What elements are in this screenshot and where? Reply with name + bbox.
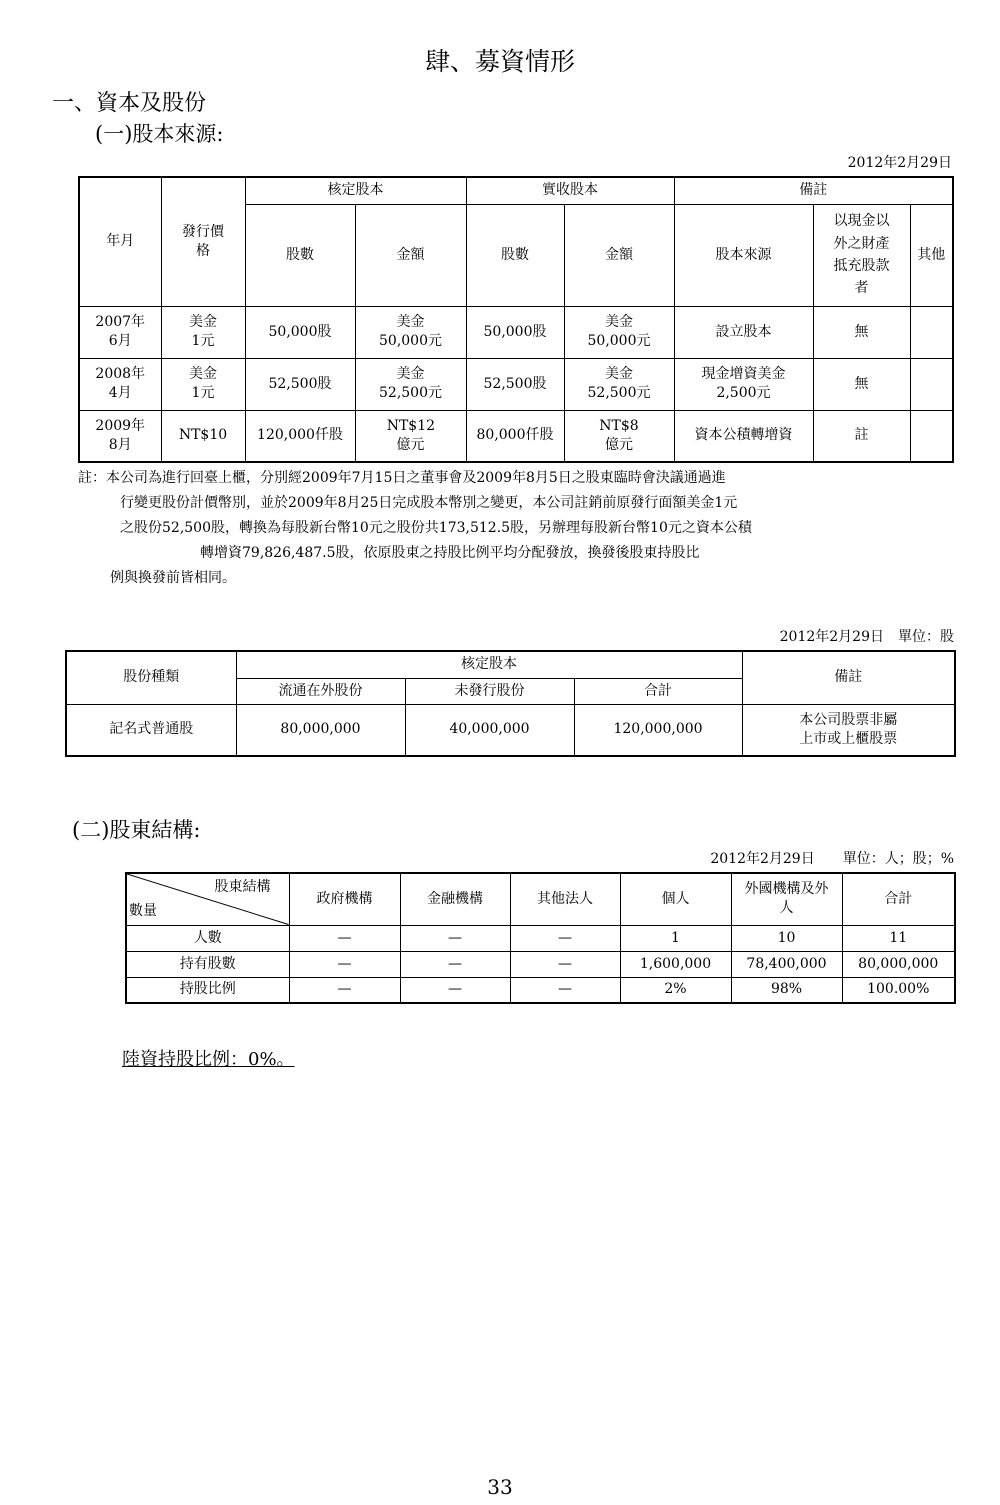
table1-date: 2012年2月29日 — [847, 155, 952, 171]
header-non-cash: 以現金以外之財產抵充股款者 — [813, 204, 910, 306]
row-paid-amount: NT$8億元 — [564, 410, 674, 462]
header-paid-shares: 股數 — [466, 204, 564, 306]
row-non-cash: 無 — [813, 306, 910, 358]
row-total: 120,000,000 — [574, 704, 742, 756]
header-auth-amount: 金額 — [355, 204, 466, 306]
row-year-month: 2008年4月 — [79, 358, 161, 410]
row-auth-amount: 美金50,000元 — [355, 306, 466, 358]
header-capital-source: 股本來源 — [674, 204, 813, 306]
row-capital-source: 設立股本 — [674, 306, 813, 358]
row-capital-source: 現金增資美金2,500元 — [674, 358, 813, 410]
row-capital-source: 資本公積轉增資 — [674, 410, 813, 462]
row-other — [910, 410, 953, 462]
row-value: — — [400, 925, 510, 951]
note-line: 註：本公司為進行回臺上櫃，分別經2009年7月15日之董事會及2009年8月5日之股東臨時會決議通過進 — [78, 470, 726, 486]
row-label: 人數 — [126, 925, 289, 951]
row-value: 1 — [620, 925, 731, 951]
page-number: 33 — [487, 1475, 513, 1499]
note-line: 轉增資79,826,487.5股，依原股東之持股比例平均分配發放，換發後股東持股比 — [200, 545, 700, 561]
header-outstanding: 流通在外股份 — [236, 678, 405, 704]
header-financial: 金融機構 — [400, 873, 510, 925]
header-unissued: 未發行股份 — [405, 678, 574, 704]
table-row — [66, 704, 955, 756]
row-other — [910, 306, 953, 358]
table-row — [79, 358, 953, 410]
header-paid-in-capital: 實收股本 — [466, 177, 674, 204]
row-value: — — [400, 977, 510, 1003]
row-non-cash: 註 — [813, 410, 910, 462]
row-auth-amount: NT$12億元 — [355, 410, 466, 462]
mainland-capital-ratio: 陸資持股比例：0%。 — [122, 1049, 295, 1070]
row-unissued: 40,000,000 — [405, 704, 574, 756]
header-year-month: 年月 — [79, 177, 161, 306]
row-value: 80,000,000 — [842, 951, 955, 977]
header-government: 政府機構 — [289, 873, 400, 925]
row-value: 78,400,000 — [731, 951, 842, 977]
row-auth-amount: 美金52,500元 — [355, 358, 466, 410]
row-paid-shares: 50,000股 — [466, 306, 564, 358]
shareholder-structure-table — [125, 872, 956, 1004]
row-year-month: 2009年8月 — [79, 410, 161, 462]
row-year-month: 2007年6月 — [79, 306, 161, 358]
row-value: — — [289, 951, 400, 977]
row-issue-price: 美金1元 — [161, 306, 245, 358]
row-non-cash: 無 — [813, 358, 910, 410]
row-label: 持股比例 — [126, 977, 289, 1003]
header-foreign: 外國機構及外人 — [731, 873, 842, 925]
header-authorized-capital: 核定股本 — [236, 651, 742, 678]
row-value: — — [289, 925, 400, 951]
row-remarks: 本公司股票非屬 上市或上櫃股票 — [742, 704, 955, 756]
table-row — [79, 410, 953, 462]
row-other — [910, 358, 953, 410]
row-value: — — [510, 925, 620, 951]
header-diagonal-cell — [126, 873, 289, 925]
row-paid-amount: 美金50,000元 — [564, 306, 674, 358]
row-share-type: 記名式普通股 — [66, 704, 236, 756]
header-total: 合計 — [574, 678, 742, 704]
header-paid-amount: 金額 — [564, 204, 674, 306]
row-value: — — [289, 977, 400, 1003]
row-paid-shares: 80,000仟股 — [466, 410, 564, 462]
note-line: 之股份52,500股，轉換為每股新台幣10元之股份共173,512.5股，另辦理每股新台幣10元之資本公積 — [120, 520, 752, 536]
row-auth-shares: 120,000仟股 — [245, 410, 355, 462]
section-title-capital-shares: 一、資本及股份 — [52, 91, 207, 116]
row-value: 10 — [731, 925, 842, 951]
row-auth-shares: 52,500股 — [245, 358, 355, 410]
row-value: — — [400, 951, 510, 977]
row-issue-price: 美金1元 — [161, 358, 245, 410]
row-value: 100.00% — [842, 977, 955, 1003]
header-share-type: 股份種類 — [66, 651, 236, 704]
row-paid-shares: 52,500股 — [466, 358, 564, 410]
row-issue-price: NT$10 — [161, 410, 245, 462]
corner-bottom-label: 數量 — [129, 902, 157, 919]
row-outstanding: 80,000,000 — [236, 704, 405, 756]
page-title: 肆、募資情形 — [424, 47, 575, 76]
header-authorized-capital: 核定股本 — [245, 177, 466, 204]
corner-top-label: 股東結構 — [214, 879, 271, 895]
table-row — [126, 951, 955, 977]
header-individual: 個人 — [620, 873, 731, 925]
row-label: 持有股數 — [126, 951, 289, 977]
subsection-title-capital-source: (一)股本來源: — [95, 122, 224, 146]
note-line: 行變更股份計價幣別，並於2009年8月25日完成股本幣別之變更，本公司註銷前原發行面額美金1元 — [120, 495, 738, 511]
note-line: 例與換發前皆相同。 — [110, 570, 236, 586]
table-row — [79, 306, 953, 358]
table-row — [126, 977, 955, 1003]
row-paid-amount: 美金52,500元 — [564, 358, 674, 410]
row-value: 2% — [620, 977, 731, 1003]
header-issue-price: 發行價格 — [161, 177, 245, 306]
header-remarks: 備註 — [674, 177, 953, 204]
row-value: 11 — [842, 925, 955, 951]
table-row — [126, 925, 955, 951]
table3-date-unit: 2012年2月29日 單位：人；股；% — [710, 851, 954, 867]
capital-note — [78, 466, 958, 591]
subsection-title-shareholder-structure: (二)股東結構: — [72, 818, 201, 842]
capital-source-table — [78, 176, 954, 463]
header-remarks: 備註 — [742, 651, 955, 704]
row-auth-shares: 50,000股 — [245, 306, 355, 358]
header-auth-shares: 股數 — [245, 204, 355, 306]
table2-date-unit: 2012年2月29日 單位：股 — [779, 629, 954, 645]
header-other-corp: 其他法人 — [510, 873, 620, 925]
row-value: 98% — [731, 977, 842, 1003]
header-total: 合計 — [842, 873, 955, 925]
row-value: 1,600,000 — [620, 951, 731, 977]
share-type-table — [65, 650, 956, 757]
row-value: — — [510, 951, 620, 977]
row-value: — — [510, 977, 620, 1003]
header-other: 其他 — [910, 204, 953, 306]
